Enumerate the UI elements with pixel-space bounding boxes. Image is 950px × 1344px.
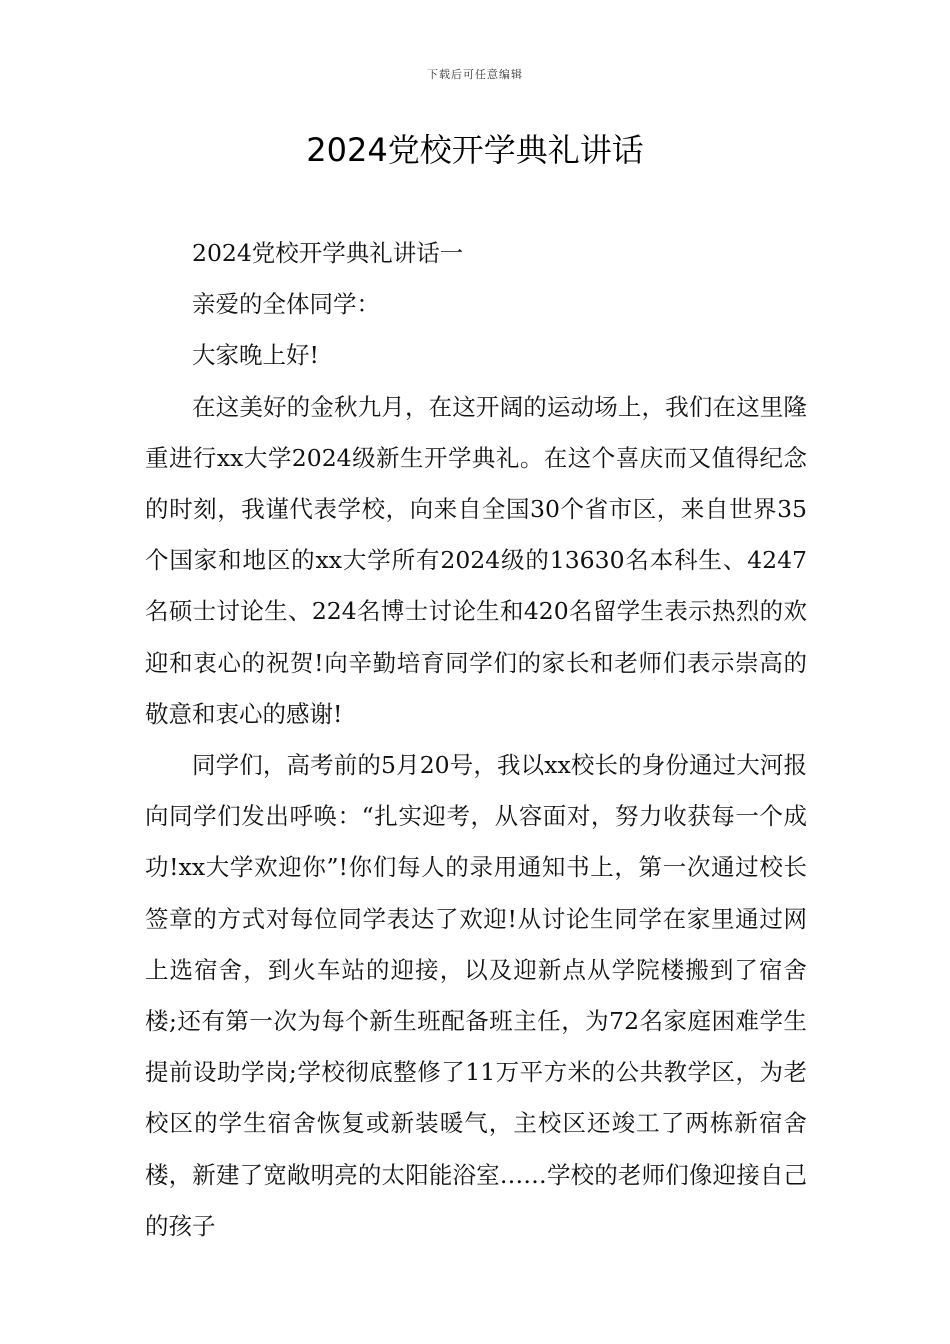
paragraph-preparations: 同学们，高考前的5月20号，我以xx校长的身份通过大河报向同学们发出呼唤：“扎实迎考，从容面对，努力收获每一个成功!xx大学欢迎你”!你们每人的录用通知书上，第一次通过校长签章的方式对每位同学表达了欢迎!从讨论生同学在家里通过网上选宿舍，到火车站的迎接，以及迎新点从学院楼搬到了宿舍楼;还有第一次为每个新生班配备班主任，为72名家庭困难学生提前设助学岗;学校彻底整修了11万平方米的公共教学区，为老校区的学生宿舍恢复或新装暖气，主校区还竣工了两栋新宿舍楼，新建了宽敞明亮的太阳能浴室……学校的老师们像迎接自己的孩子 [145, 751, 807, 1240]
paragraph-subtitle: 2024党校开学典礼讲话一 [192, 239, 464, 267]
paragraph-greeting: 大家晚上好! [192, 341, 319, 370]
document-body [145, 228, 807, 1252]
paragraph-salutation: 亲爱的全体同学： [192, 290, 380, 319]
paragraph-welcome: 在这美好的金秋九月，在这开阔的运动场上，我们在这里隆重进行xx大学2024级新生开学典礼。在这个喜庆而又值得纪念的时刻，我谨代表学校，向来自全国30个省市区，来自世界35个国家和地区的xx大学所有2024级的13630名本科生、4247名硕士讨论生、224名博士讨论生和420名留学生表示热烈的欢迎和衷心的祝贺!向辛勤培育同学们的家长和老师们表示崇高的敬意和衷心的感谢! [145, 392, 807, 728]
page-header-note: 下载后可任意编辑 [427, 68, 523, 81]
document-title: 2024党校开学典礼讲话 [306, 131, 644, 169]
